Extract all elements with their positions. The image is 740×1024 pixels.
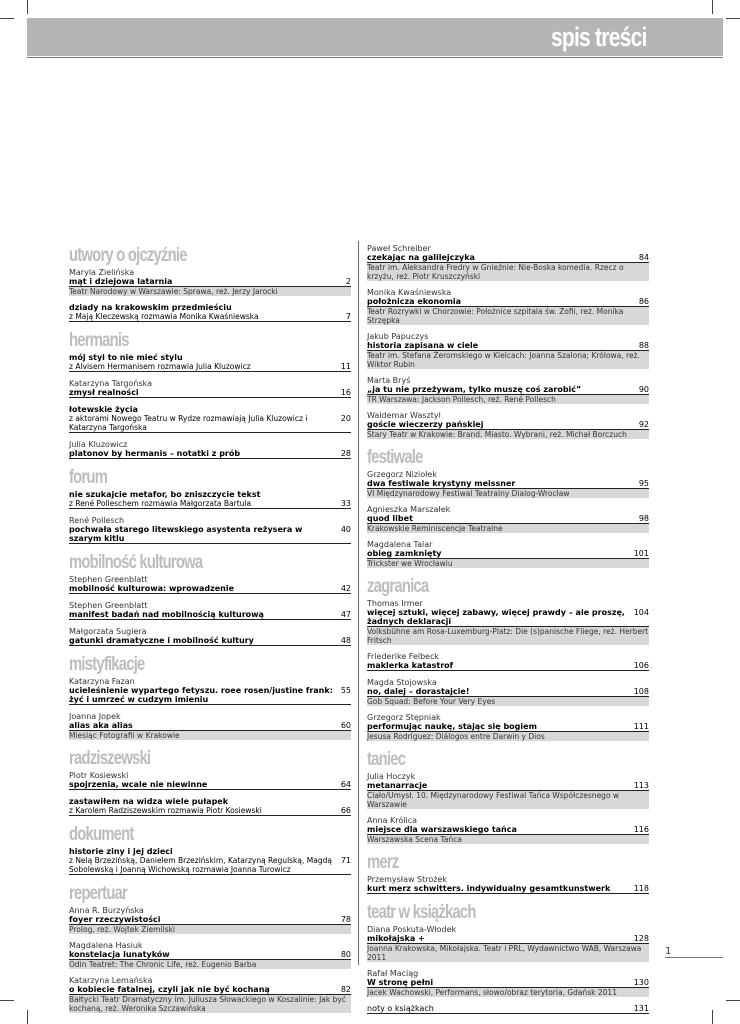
section-heading: mistyfikacje [69,654,145,675]
entry-page: 90 [638,385,649,394]
entry-page: 116 [633,825,649,834]
toc-entry[interactable] [69,490,351,509]
entry-subtitle: Joanna Krakowska, Mikołajska. Teatr i PRL, Wydawnictwo WAB, Warszawa 2011 [367,944,649,962]
crop-mark [726,18,740,19]
entry-author: Diana Poskuta-Włodek [367,925,457,934]
toc-entry[interactable] [69,627,351,646]
crop-mark [27,0,28,14]
entry-title-line[interactable] [69,721,351,731]
entry-sub-line [69,499,351,509]
entry-title[interactable]: łotewskie życia [69,405,138,414]
entry-author: Rafał Maciąg [367,969,419,978]
entry-author: Friederike Felbeck [367,652,440,661]
toc-column-left [69,244,351,1020]
toc-entry[interactable] [367,470,649,498]
entry-sub-line [69,806,351,816]
section-heading: mobilność kulturowa [69,552,203,573]
entry-page: 98 [638,514,649,523]
toc-entry[interactable] [69,575,351,594]
entry-title[interactable]: spojrzenia, wcale nie niewinne [69,780,208,789]
entry-title-line[interactable] [69,353,351,362]
toc-entry[interactable] [367,332,649,369]
entry-subtitle: z Karolem Radziszewskim rozmawia Piotr Kosiewski [69,806,262,815]
entry-title[interactable]: pochwała starego litewskiego asystenta reżysera w szarym kitlu [69,525,303,543]
entry-author: Agnieszka Marszałek [367,505,451,514]
entry-title[interactable]: alias aka alias [69,721,133,730]
toc-entry[interactable] [367,244,649,281]
entry-author: Stephen Greenblatt [69,601,148,610]
toc-entry[interactable] [69,941,351,969]
entry-page: 92 [638,420,649,429]
entry-title[interactable]: mąt i dziejowa latarnia [69,277,173,286]
entry-subtitle: TR Warszawa: Jackson Pollesch, reż. René Pollesch [367,395,649,404]
entry-author: René Pollesch [69,516,125,525]
entry-page: 106 [633,661,649,670]
entry-page: 42 [340,584,351,593]
entry-author: Monika Kwaśniewska [367,288,452,297]
entry-page: 48 [340,636,351,645]
entry-title[interactable]: quod libet [367,514,413,523]
entry-page: 71 [340,856,351,865]
entry-title-line[interactable] [367,687,649,697]
toc-entry[interactable] [367,816,649,844]
crop-mark [726,1000,740,1001]
section-heading: utwory o ojczyźnie [69,245,187,266]
entry-title[interactable]: metanarracje [367,781,428,790]
entry-author: Thomas Irmer [367,599,423,608]
entry-subtitle: Prolog, reż. Wojtek Ziemilski [69,925,351,934]
entry-title-line[interactable] [69,277,351,287]
entry-subtitle: Gob Squad: Before Your Very Eyes [367,697,649,706]
toc-entry[interactable] [367,288,649,325]
toc-entry[interactable] [367,1004,649,1014]
toc-entry[interactable] [367,376,649,404]
entry-title-line[interactable] [69,584,351,594]
entry-sub-line [69,414,351,433]
entry-title-line[interactable] [69,915,351,925]
entry-title-line[interactable] [69,490,351,499]
entry-page: 131 [633,1004,649,1013]
entry-author: Waldemar Wasztyl [367,411,441,420]
crop-mark [0,1000,14,1001]
entry-subtitle: Trickster we Wrocławiu [367,559,649,568]
entry-subtitle: Bałtycki Teatr Dramatyczny im. Juliusza Słowackiego w Koszalinie: Jak być kochaną, reż. Weronika Szczawińska [69,995,351,1013]
entry-title[interactable]: foyer rzeczywistości [69,915,161,924]
entry-page: 128 [633,934,649,943]
entry-title[interactable]: o kobiecie fatalnej, czyli jak nie być kochaną [69,985,270,994]
entry-title-line[interactable] [367,608,649,627]
toc-entry[interactable] [69,303,351,322]
entry-subtitle: Volksbühne am Rosa-Luxemburg-Platz: Die (s)panische Fliege, reż. Herbert Fritsch [367,627,649,645]
entry-subtitle: Teatr Rozrywki w Chorzowie: Położnice szpitala św. Zofii, reż. Monika Strzępka [367,307,649,325]
section-heading: zagranica [367,576,429,597]
entry-page: 88 [638,341,649,350]
entry-subtitle: Teatr im. Aleksandra Fredry w Gnieźnie: Nie-Boska komedia. Rzecz o krzyżu, reż. Piotr Kruszczyński [367,263,649,281]
entry-title-line[interactable] [367,341,649,351]
entry-title[interactable]: gatunki dramatyczne i mobilność kultury [69,636,254,645]
entry-title[interactable]: położnicza ekonomia [367,297,462,306]
entry-page: 47 [340,610,351,619]
entry-page: 78 [340,915,351,924]
entry-title-line[interactable] [69,950,351,960]
entry-title[interactable]: mikołajska + [367,934,425,943]
toc-entry[interactable] [69,353,351,372]
toc-entry[interactable] [69,847,351,875]
toc-entry[interactable] [69,601,351,620]
entry-title[interactable]: mobilność kulturowa: wprowadzenie [69,584,235,593]
page-number: 1 [665,946,672,957]
toc-entry[interactable] [367,505,649,533]
toc-entry[interactable] [367,411,649,439]
entry-title[interactable]: historia zapisana w ciele [367,341,479,350]
entry-title[interactable]: historie ziny i jej dzieci [69,847,173,856]
entry-page: 84 [638,253,649,262]
entry-title[interactable]: goście wieczerzy pańskiej [367,420,484,429]
entry-subtitle: Teatr Narodowy w Warszawie: Sprawa, reż. Jerzy Jarocki [69,287,351,296]
entry-title-line[interactable] [367,661,649,671]
entry-page: 95 [638,479,649,488]
entry-title[interactable]: ucieleśnienie wypartego fetyszu. roee rosen/justine frank: żyć i umrzeć w cudzym imieniu [69,686,333,704]
section-heading: radziszewski [69,748,151,769]
entry-title-line[interactable] [367,722,649,732]
entry-page: 7 [345,312,351,321]
entry-title[interactable]: performując naukę, stając się bogiem [367,722,537,731]
toc-entry[interactable] [367,772,649,809]
header-bar [27,18,723,56]
page-title: spis treści [551,22,647,52]
entry-title-line[interactable] [367,549,649,559]
entry-page: 55 [340,686,351,695]
entry-subtitle: z Alvisem Hermanisem rozmawia Julia Kluzowicz [69,362,251,371]
entry-title-line[interactable] [69,780,351,790]
entry-title[interactable]: dziady na krakowskim przedmieściu [69,303,232,312]
entry-title-line[interactable] [69,449,351,459]
entry-author: Grzegorz Niziołek [367,470,437,479]
entry-title[interactable]: mój styl to nie mieć stylu [69,353,183,362]
toc-entry[interactable] [69,797,351,816]
column-divider [358,241,359,965]
entry-title[interactable]: miejsce dla warszawskiego tańca [367,825,517,834]
entry-subtitle: Stary Teatr w Krakowie: Brand. Miasto. Wybrani, reż. Michał Borczuch [367,430,649,439]
entry-author: Julia Hoczyk [367,772,416,781]
entry-author: Marta Bryś [367,376,411,385]
entry-page: 104 [633,608,649,617]
entry-subtitle: z René Polleschem rozmawia Małgorzata Bartula [69,499,252,508]
entry-title[interactable]: nie szukajcie metafor, bo zniszczycie tekst [69,490,261,499]
toc-entry[interactable] [69,712,351,740]
crop-mark [712,0,713,14]
entry-author: Magdalena Talar [367,540,433,549]
section-heading: hermanis [69,330,129,351]
entry-subtitle: z aktorami Nowego Teatru w Rydze rozmawiają Julia Kluzowicz i Katarzyna Targońska [69,414,308,432]
entry-title-line[interactable] [367,420,649,430]
entry-author: Katarzyna Targońska [69,379,153,388]
entry-sub-line [69,312,351,322]
entry-page: 113 [633,781,649,790]
entry-title-line[interactable] [367,978,649,988]
entry-subtitle: Teatr im. Stefana Żeromskiego w Kielcach: Joanna Szalona; Królowa, reż. Wiktor Rubin [367,351,649,369]
entry-subtitle: z Mają Kleczewską rozmawia Monika Kwaśniewska [69,312,259,321]
entry-subtitle: VI Międzynarodowy Festiwal Teatralny Dialog-Wrocław [367,489,649,498]
entry-title[interactable]: obieg zamknięty [367,549,442,558]
entry-author: Maryla Zielińska [69,268,135,277]
section-heading: merz [367,852,399,873]
toc-entry[interactable] [69,440,351,459]
entry-author: Jakub Papuczys [367,332,429,341]
entry-title-line[interactable] [69,636,351,646]
crop-mark [27,1010,28,1024]
entry-title-line[interactable] [69,388,351,398]
toc-entry[interactable] [69,906,351,934]
entry-title[interactable]: no, dalej – dorastajcie! [367,687,470,696]
entry-page: 111 [633,722,649,731]
entry-title-line[interactable] [69,686,351,705]
section-heading: teatr w książkach [367,902,476,923]
toc-entry[interactable] [367,540,649,568]
entry-title-line[interactable] [367,297,649,307]
toc-entry[interactable] [367,969,649,997]
entry-title-line[interactable] [367,934,649,944]
entry-page: 16 [340,388,351,397]
entry-title-line[interactable] [69,610,351,620]
toc-entry[interactable] [367,925,649,962]
toc-entry[interactable] [69,405,351,433]
section-heading: festiwale [367,447,423,468]
entry-title-line[interactable] [69,797,351,806]
entry-author: Małgorzata Sugiera [69,627,147,636]
entry-subtitle: Ciało/Umysł. 10. Międzynarodowy Festiwal Tańca Współczesnego w Warszawie [367,791,649,809]
entry-title-line[interactable] [69,525,351,544]
entry-title-line[interactable] [367,479,649,489]
entry-author: Piotr Kosiewski [69,771,129,780]
entry-title[interactable]: więcej sztuki, więcej zabawy, więcej prawdy – ale proszę, żadnych deklaracji [367,608,625,626]
section-heading: taniec [367,749,406,770]
entry-author: Stephen Greenblatt [69,575,148,584]
crop-mark [0,18,14,19]
entry-sub-line [69,856,351,875]
entry-subtitle: Miesiąc Fotografii w Krakowie [69,731,351,740]
entry-author: Joanna Jopek [69,712,121,721]
entry-author: Paweł Schreiber [367,244,431,253]
section-heading: dokument [69,824,134,845]
entry-title[interactable]: zmysł realności [69,388,139,397]
entry-title-line[interactable] [367,781,649,791]
entry-page: 118 [633,884,649,893]
entry-page: 130 [633,978,649,987]
entry-title[interactable]: czekając na galilejczyka [367,253,475,262]
entry-page: 101 [633,549,649,558]
entry-author: Anna R. Burzyńska [69,906,144,915]
entry-subtitle: Krakowskie Reminiscencje Teatralne [367,524,649,533]
entry-page: 11 [340,362,351,371]
entry-author: Anna Królica [367,816,418,825]
entry-title[interactable]: konstelacja lunatyków [69,950,170,959]
entry-subtitle: z Nelą Brzezińską, Danielem Brzezińskim, Katarzyną Regulską, Magdą Sobolewską i Joanną Wichowską rozmawia Joanna Turowicz [69,856,332,874]
entry-page: 2 [345,277,351,286]
entry-author: Katarzyna Lemańska [69,976,153,985]
entry-author: Magdalena Hasiuk [69,941,143,950]
entry-author: Przemysław Strożek [367,875,448,884]
section-heading: forum [69,467,108,488]
entry-title[interactable]: noty o książkach [367,1004,434,1013]
page-number-rule [665,957,723,958]
entry-author: Grzegorz Stępniak [367,713,441,722]
toc-entry[interactable] [367,713,649,741]
entry-page: 33 [340,499,351,508]
entry-page: 20 [340,414,351,423]
toc-column-right [367,244,649,1021]
crop-mark [712,1010,713,1024]
entry-title-line[interactable] [69,847,351,856]
entry-sub-line [69,362,351,372]
entry-title-line[interactable] [69,405,351,414]
toc-entry[interactable] [367,875,649,894]
entry-title-line[interactable] [367,253,649,263]
entry-page: 64 [340,780,351,789]
toc-entry[interactable] [367,599,649,645]
entry-page: 80 [340,950,351,959]
entry-title[interactable]: manifest badań nad mobilnością kulturową [69,610,264,619]
entry-page: 82 [340,985,351,994]
toc-entry[interactable] [69,976,351,1013]
entry-author: Magda Stojowska [367,678,437,687]
entry-author: Katarzyna Fazan [69,677,135,686]
entry-page: 40 [340,525,351,534]
entry-page: 108 [633,687,649,696]
toc-entry[interactable] [367,652,649,671]
entry-page: 28 [340,449,351,458]
entry-title[interactable]: W stronę pełni [367,978,434,987]
entry-subtitle: Jacek Wachowski, Performans, słowo/obraz terytoria, Gdańsk 2011 [367,988,649,997]
entry-page: 66 [340,806,351,815]
entry-subtitle: Warszawska Scena Tańca [367,835,649,844]
entry-subtitle: Jesusa Rodríguez: Diálogos entre Darwin y Dios [367,732,649,741]
entry-title-line[interactable] [367,1004,649,1014]
toc-entry[interactable] [69,379,351,398]
section-heading: repertuar [69,883,128,904]
toc-entry[interactable] [69,771,351,790]
entry-title[interactable]: zastawiłem na widza wiele pułapek [69,797,229,806]
entry-title-line[interactable] [367,825,649,835]
entry-page: 60 [340,721,351,730]
header-rule [27,57,723,58]
entry-title[interactable]: „ja tu nie przeżywam, tylko muszę coś zarobić” [367,385,582,394]
entry-title[interactable]: platonov by hermanis – notatki z prób [69,449,241,458]
toc-entry[interactable] [367,678,649,706]
entry-title-line[interactable] [69,303,351,312]
entry-subtitle: Odin Teatret: The Chronic Life, reż. Eugenio Barba [69,960,351,969]
toc-entry[interactable] [69,268,351,296]
entry-title-line[interactable] [367,385,649,395]
entry-page: 86 [638,297,649,306]
entry-title[interactable]: dwa festiwale krystyny meissner [367,479,516,488]
entry-title-line[interactable] [367,884,649,894]
toc-entry[interactable] [69,677,351,705]
toc-entry[interactable] [69,516,351,544]
entry-title[interactable]: maklerka katastrof [367,661,454,670]
entry-title-line[interactable] [367,514,649,524]
entry-title-line[interactable] [69,985,351,995]
entry-author: Julia Kluzowicz [69,440,128,449]
entry-title[interactable]: kurt merz schwitters. indywidualny gesamtkunstwerk [367,884,611,893]
